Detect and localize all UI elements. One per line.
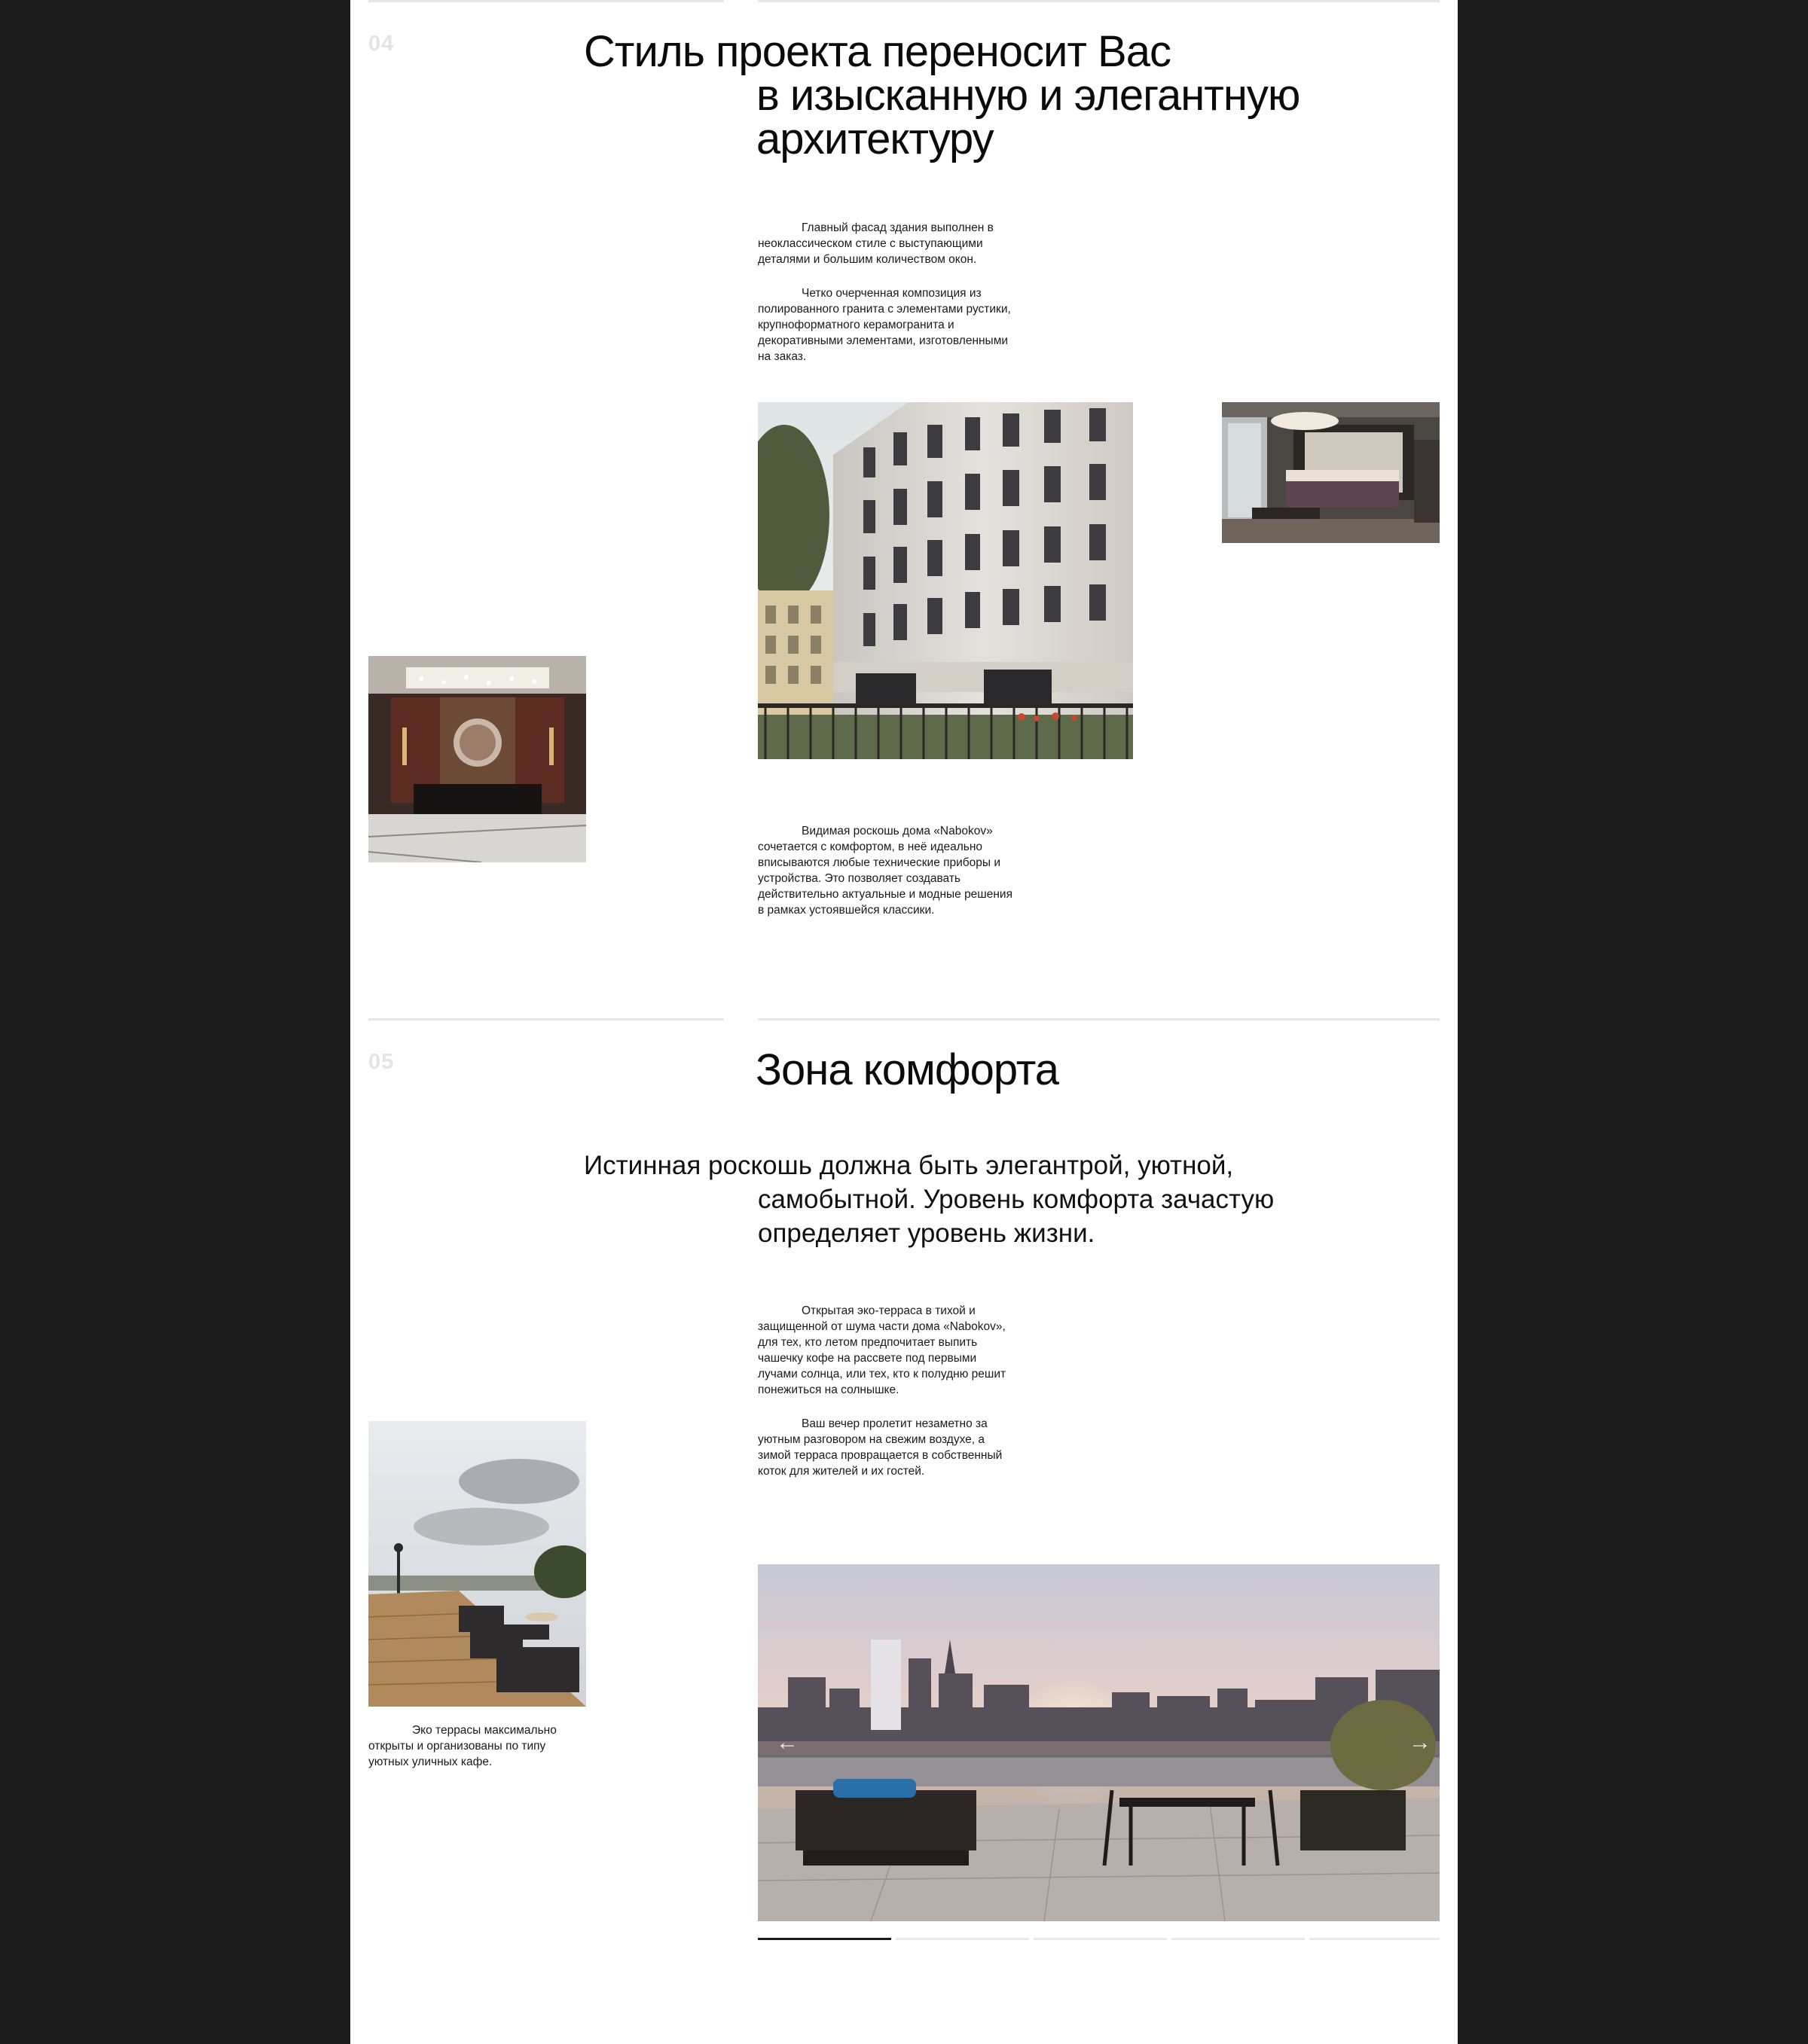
- section-title: [756, 1045, 1058, 1094]
- composition-paragraph: Четко очерченная композиция из полированного гранита с элементами рустики, крупноформатного керамогранита и декоративными элементами, изготовленными на заказ.: [758, 287, 1011, 363]
- facade-image: [758, 402, 1133, 759]
- terrace-caption: Эко террасы максимально открыты и организованы по типу уютных уличных кафе.: [368, 1724, 557, 1768]
- title-line: Зона комфорта: [756, 1045, 1058, 1094]
- section-divider: [368, 1018, 724, 1020]
- lead-line: Истинная роскошь должна быть элегантрой, уютной,: [584, 1151, 1234, 1180]
- slider-pagination-dot[interactable]: [1034, 1938, 1167, 1940]
- slider-pagination-dot[interactable]: [1309, 1938, 1440, 1940]
- section-divider: [368, 0, 724, 2]
- slider-prev-arrow-icon[interactable]: ←: [776, 1730, 799, 1755]
- slider-pagination-dot[interactable]: [896, 1938, 1029, 1940]
- evening-paragraph: Ваш вечер пролетит незаметно за уютным разговором на свежим воздухе, а зимой терраса провращается в собственный коток для жителей и их гостей.: [758, 1417, 1003, 1478]
- section-title: [584, 27, 1300, 163]
- section-divider: [758, 1018, 1440, 1020]
- section-number: 05: [368, 1050, 395, 1074]
- luxury-paragraph: Видимая роскошь дома «Nabokov» сочетается с комфортом, в неё идеально вписываются любые технические приборы и устройства. Это позволяет создавать действительно актуальные и модные решения в рамках устоявшейся классики.: [758, 825, 1012, 917]
- lobby-image: [368, 656, 586, 862]
- slider-next-arrow-icon[interactable]: →: [1409, 1730, 1431, 1755]
- section-divider: [758, 0, 1440, 2]
- lead-text: [584, 1149, 1274, 1250]
- lead-line: самобытной. Уровень комфорта зачастую: [758, 1185, 1275, 1214]
- terrace-paragraph: Открытая эко-терраса в тихой и защищенной от шума части дома «Nabokov», для тех, кто летом предпочитает выпить чашечку кофе на рассвете под первыми лучами солнца, или тех, кто к полудню решит понежиться на солнышке.: [758, 1304, 1006, 1396]
- title-line: Стиль проекта переносит Вас: [584, 27, 1171, 76]
- lead-line: определяет уровень жизни.: [758, 1219, 1095, 1248]
- title-line: архитектуру: [756, 114, 994, 163]
- facade-paragraph: Главный фасад здания выполнен в неоклассическом стиле с выступающими деталями и большим количеством окон.: [758, 221, 994, 266]
- section-number: 04: [368, 32, 395, 56]
- page: [350, 0, 1458, 2044]
- title-line: в изысканную и элегантную: [756, 71, 1300, 120]
- slider-pagination-dot[interactable]: [1171, 1938, 1305, 1940]
- rooftop-slider-image: [758, 1564, 1440, 1921]
- slider-pagination-dot[interactable]: [758, 1938, 891, 1940]
- terrace-image: [368, 1421, 586, 1707]
- bedroom-image: [1222, 402, 1440, 543]
